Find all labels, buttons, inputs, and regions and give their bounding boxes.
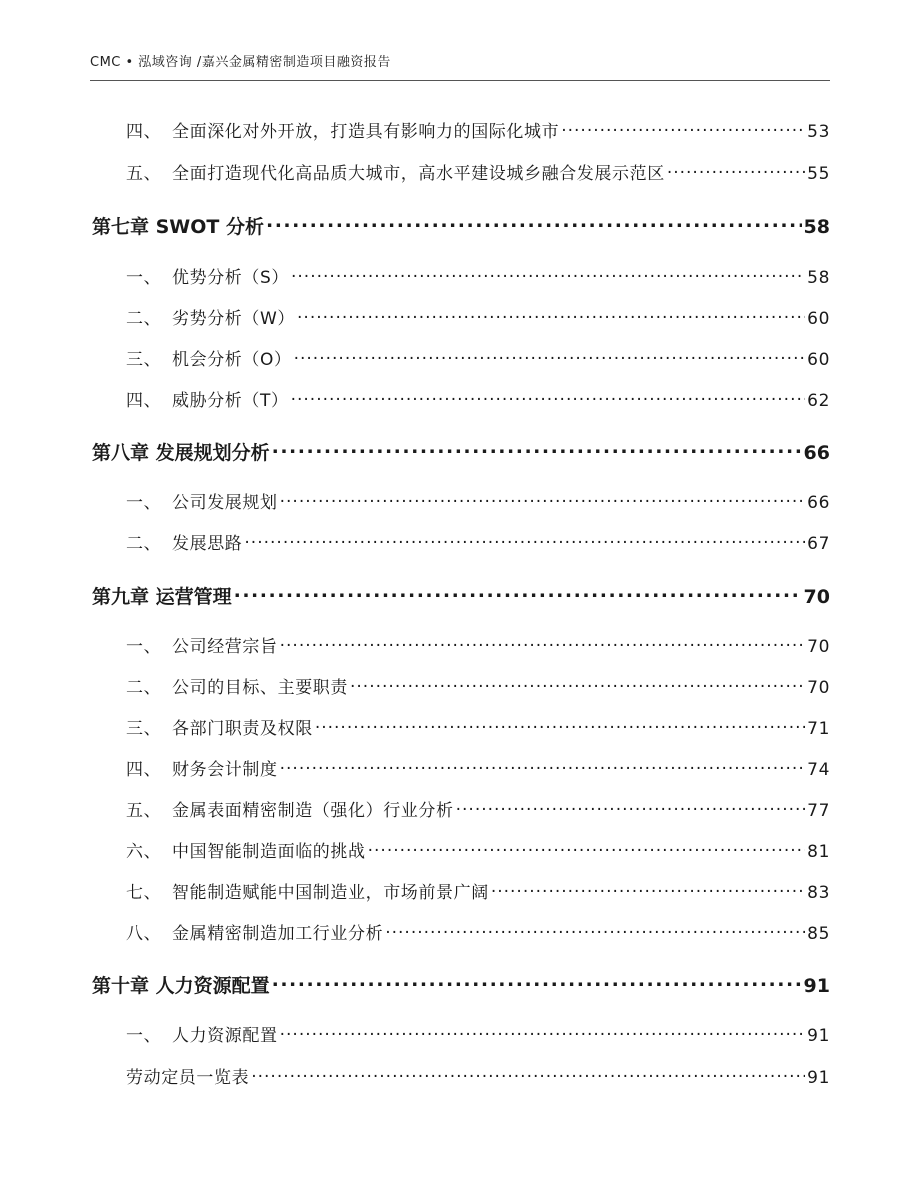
toc-page-number: 77: [807, 801, 830, 821]
toc-entry-number: 五、: [126, 801, 162, 821]
toc-entry-title: [92, 582, 232, 612]
toc-dot-leader: [280, 491, 806, 508]
toc-entry-number: 四、: [126, 122, 162, 142]
toc-entry-number: 四、: [126, 391, 162, 411]
toc-entry-number: 一、: [126, 1026, 162, 1046]
toc-entry-number: 五、: [126, 164, 162, 184]
toc-entry-title: [126, 879, 489, 907]
toc-entry-title: [126, 920, 383, 948]
toc-entry-title: [126, 264, 289, 292]
toc-dot-leader: [385, 922, 805, 939]
toc-entry-title: [126, 838, 366, 866]
toc-entry-text: 公司的目标、主要职责: [172, 678, 348, 698]
toc-entry-title: [126, 160, 665, 188]
toc-entry-text: 中国智能制造面临的挑战: [172, 842, 366, 862]
toc-entry-title: [92, 438, 270, 468]
toc-page-number: 83: [807, 883, 830, 903]
toc-entry-text: 各部门职责及权限: [172, 719, 313, 739]
toc-page-number: 70: [803, 586, 830, 608]
toc-chapter-entry[interactable]: [92, 582, 830, 612]
toc-entry-text: 人力资源配置: [172, 1026, 278, 1046]
toc-page-number: 91: [807, 1068, 830, 1088]
toc-entry-number: 四、: [126, 760, 162, 780]
toc-entry-text: 公司经营宗旨: [172, 637, 278, 657]
toc-entry-number: 一、: [126, 637, 162, 657]
toc-entry-number: 八、: [126, 924, 162, 944]
toc-page-number: 66: [803, 442, 830, 464]
toc-section-entry[interactable]: [126, 879, 830, 907]
toc-entry-title: [92, 971, 270, 1001]
toc-entry-text: 第十章 人力资源配置: [92, 975, 270, 997]
toc-section-entry[interactable]: [126, 756, 830, 784]
toc-dot-leader: [244, 532, 805, 549]
toc-section-entry[interactable]: [126, 838, 830, 866]
toc-entry-title: [126, 1064, 249, 1092]
toc-section-entry[interactable]: [126, 530, 830, 558]
toc-dot-leader: [280, 1024, 806, 1041]
toc-section-entry[interactable]: [126, 118, 830, 146]
toc-entry-title: [126, 756, 278, 784]
toc-page-number: 66: [807, 493, 830, 513]
toc-dot-leader: [280, 758, 806, 775]
toc-entry-number: 七、: [126, 883, 162, 903]
toc-section-entry[interactable]: [126, 346, 830, 374]
toc-entry-number: 二、: [126, 534, 162, 554]
toc-entry-number: 三、: [126, 350, 162, 370]
toc-entry-text: 优势分析（S）: [172, 268, 289, 288]
toc-entry-text: 劳动定员一览表: [126, 1068, 250, 1088]
toc-page-number: 70: [807, 678, 830, 698]
toc-entry-title: [126, 1022, 278, 1050]
toc-entry-number: 一、: [126, 493, 162, 513]
toc-dot-leader: [561, 120, 805, 137]
toc-page-number: 58: [803, 216, 830, 238]
toc-entry-text: 劣势分析（W）: [172, 309, 296, 329]
toc-entry-text: 全面深化对外开放，打造具有影响力的国际化城市: [172, 122, 560, 142]
toc-entry-title: [126, 387, 289, 415]
toc-page-number: 81: [807, 842, 830, 862]
toc-section-entry[interactable]: [126, 715, 830, 743]
toc-entry-title: [92, 212, 264, 242]
toc-dot-leader: [297, 307, 805, 324]
toc-entry-title: [126, 530, 242, 558]
toc-section-entry[interactable]: [126, 387, 830, 415]
toc-page-number: 91: [803, 975, 830, 997]
toc-dot-leader: [272, 440, 802, 459]
toc-dot-leader: [368, 840, 806, 857]
toc-entry-text: 威胁分析（T）: [172, 391, 289, 411]
toc-entry-title: [126, 305, 295, 333]
toc-entry-number: 二、: [126, 309, 162, 329]
toc-section-entry[interactable]: [126, 264, 830, 292]
toc-section-entry[interactable]: [126, 489, 830, 517]
toc-entry-text: 金属表面精密制造（强化）行业分析: [172, 801, 454, 821]
toc-page-number: 62: [807, 391, 830, 411]
toc-entry-title: [126, 674, 348, 702]
toc-entry-number: 二、: [126, 678, 162, 698]
toc-entry-text: 智能制造赋能中国制造业，市场前景广阔: [172, 883, 489, 903]
toc-page-number: 71: [807, 719, 830, 739]
toc-dot-leader: [294, 348, 806, 365]
toc-entry-number: 一、: [126, 268, 162, 288]
toc-entry-title: [126, 346, 292, 374]
toc-section-entry[interactable]: [126, 305, 830, 333]
toc-page-number: 58: [807, 268, 830, 288]
toc-entry-text: 发展思路: [172, 534, 243, 554]
toc-page-number: 60: [807, 350, 830, 370]
toc-chapter-entry[interactable]: [92, 438, 830, 468]
toc-dot-leader: [280, 635, 806, 652]
toc-page-number: 85: [807, 924, 830, 944]
toc-entry-title: [126, 118, 559, 146]
toc-section-entry[interactable]: [126, 1022, 830, 1050]
toc-dot-leader: [272, 973, 802, 992]
page-header: CMC • 泓域咨询 /嘉兴金属精密制造项目融资报告: [90, 55, 391, 70]
toc-dot-leader: [234, 584, 802, 603]
toc-section-entry[interactable]: [126, 160, 830, 188]
toc-entry-text: 全面打造现代化高品质大城市，高水平建设城乡融合发展示范区: [172, 164, 665, 184]
toc-entry-title: [126, 633, 278, 661]
toc-section-entry[interactable]: [126, 920, 830, 948]
toc-entry-text: 金属精密制造加工行业分析: [172, 924, 384, 944]
toc-chapter-entry[interactable]: [92, 212, 830, 242]
toc-entry-text: 第九章 运营管理: [92, 586, 232, 608]
toc-dot-leader: [251, 1066, 805, 1083]
toc-page-number: 60: [807, 309, 830, 329]
toc-dot-leader: [491, 881, 805, 898]
toc-section-entry[interactable]: [126, 797, 830, 825]
toc-entry-number: 六、: [126, 842, 162, 862]
toc-page-number: 91: [807, 1026, 830, 1046]
toc-entry-title: [126, 715, 313, 743]
toc-section-entry[interactable]: [126, 633, 830, 661]
toc-page-number: 70: [807, 637, 830, 657]
toc-dot-leader: [291, 266, 805, 283]
toc-entry-text: 第八章 发展规划分析: [92, 442, 270, 464]
toc-entry-text: 公司发展规划: [172, 493, 278, 513]
toc-entry-text: 财务会计制度: [172, 760, 278, 780]
toc-entry-text: 机会分析（O）: [172, 350, 292, 370]
toc-dot-leader: [456, 799, 806, 816]
toc-section-entry[interactable]: [126, 674, 830, 702]
toc-entry-number: 三、: [126, 719, 162, 739]
toc-dot-leader: [291, 389, 806, 406]
toc-entry-text: 第七章 SWOT 分析: [92, 216, 264, 238]
toc-page-number: 53: [807, 122, 830, 142]
toc-dot-leader: [315, 717, 805, 734]
toc-section-entry[interactable]: [126, 1064, 830, 1092]
toc-dot-leader: [667, 162, 805, 179]
toc-dot-leader: [266, 214, 802, 233]
toc-page-number: 67: [807, 534, 830, 554]
toc-chapter-entry[interactable]: [92, 971, 830, 1001]
toc-page-number: 74: [807, 760, 830, 780]
toc-entry-title: [126, 797, 454, 825]
toc-entry-title: [126, 489, 278, 517]
toc-dot-leader: [350, 676, 805, 693]
toc-page-number: 55: [807, 164, 830, 184]
